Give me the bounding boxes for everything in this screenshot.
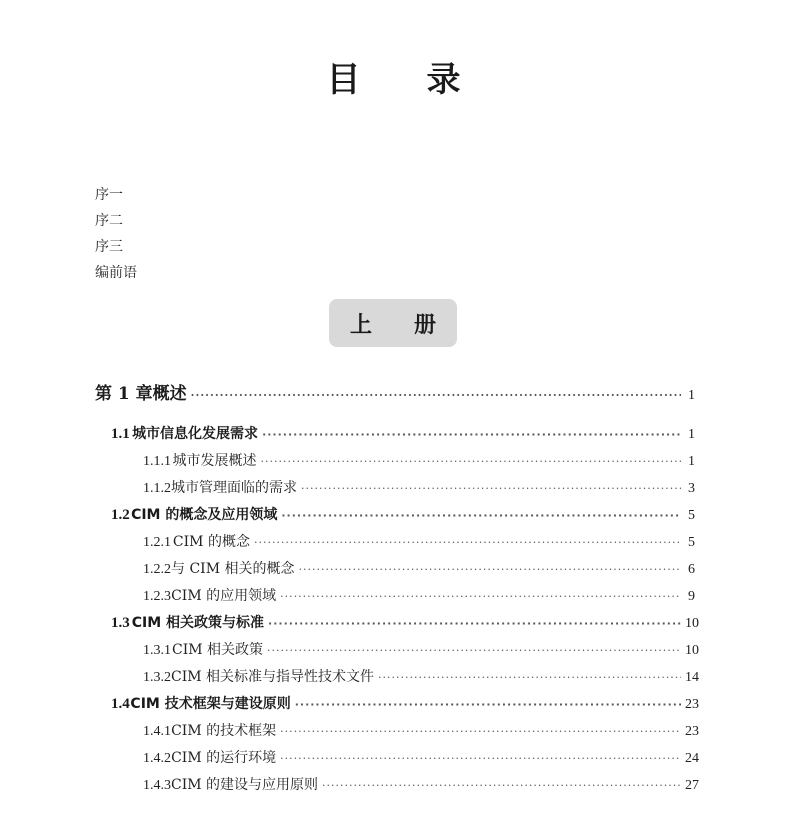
leader-dots — [301, 482, 681, 495]
leader-dots — [268, 617, 681, 630]
leader-dots — [281, 509, 681, 522]
toc-subsection-row[interactable] — [143, 747, 699, 767]
front-matter-item[interactable]: 编前语 — [95, 265, 137, 281]
toc-subsection-row[interactable] — [143, 558, 695, 578]
entry-number: 1.2.3 — [143, 589, 171, 604]
chapter-title: 概述 — [152, 384, 187, 404]
leader-dots — [280, 752, 681, 765]
entry-title: CIM 相关政策与标准 — [131, 615, 265, 631]
entry-number: 1.4.3 — [143, 778, 171, 793]
leader-dots — [262, 428, 681, 441]
chapter-page: 1 — [688, 388, 695, 403]
title-char-1: 目 — [326, 60, 361, 100]
page-title — [0, 52, 787, 101]
entry-number: 1.3.1 — [143, 643, 171, 658]
toc-subsection-row[interactable] — [143, 666, 699, 686]
entry-number: 1.1.1 — [143, 454, 171, 469]
entry-number: 1.4.2 — [143, 751, 171, 766]
entry-title: 城市信息化发展需求 — [132, 426, 259, 442]
entry-title: CIM 的运行环境 — [171, 750, 277, 766]
leader-dots — [295, 698, 681, 711]
entry-page: 9 — [688, 589, 695, 604]
entry-number: 1.2 — [111, 507, 130, 523]
entry-title: CIM 的概念 — [172, 534, 250, 550]
leader-dots — [280, 590, 681, 603]
entry-page: 10 — [685, 616, 699, 631]
toc-subsection-row[interactable] — [143, 774, 699, 794]
entry-title: CIM 的概念及应用领域 — [131, 507, 278, 523]
entry-page: 5 — [688, 508, 695, 523]
entry-title: 与 CIM 相关的概念 — [171, 561, 295, 577]
volume-badge — [329, 299, 457, 347]
entry-page: 23 — [685, 697, 699, 712]
entry-page: 1 — [688, 454, 695, 469]
entry-title: CIM 的技术框架 — [171, 723, 277, 739]
entry-title: 城市发展概述 — [172, 453, 257, 469]
toc-subsection-row[interactable] — [143, 720, 699, 740]
toc-subsection-row[interactable] — [143, 531, 695, 551]
leader-dots — [260, 455, 681, 468]
toc-subsection-row[interactable] — [143, 450, 695, 470]
entry-title: CIM 技术框架与建设原则 — [130, 696, 291, 712]
entry-page: 23 — [685, 724, 699, 739]
leader-dots — [267, 644, 681, 657]
chapter-number: 第 1 章 — [95, 384, 153, 404]
front-matter-item[interactable]: 序三 — [95, 239, 123, 255]
entry-number: 1.4 — [111, 696, 130, 712]
entry-title: CIM 相关标准与指导性技术文件 — [171, 669, 375, 685]
front-matter-item[interactable]: 序二 — [95, 213, 123, 229]
entry-page: 6 — [688, 562, 695, 577]
leader-dots — [254, 536, 681, 549]
entry-title: CIM 相关政策 — [172, 642, 264, 658]
entry-title: CIM 的应用领域 — [171, 588, 277, 604]
entry-number: 1.3 — [111, 615, 130, 631]
toc-subsection-row[interactable] — [143, 477, 695, 497]
toc-section-row[interactable] — [111, 423, 695, 443]
leader-dots — [298, 563, 681, 576]
entry-page: 3 — [688, 481, 695, 496]
leader-dots — [191, 389, 681, 402]
entry-page: 10 — [685, 643, 699, 658]
title-char-2: 录 — [426, 60, 461, 100]
entry-number: 1.1 — [111, 426, 130, 442]
entry-title: CIM 的建设与应用原则 — [171, 777, 319, 793]
entry-title: 城市管理面临的需求 — [171, 480, 297, 496]
front-matter-list — [95, 182, 137, 286]
entry-number: 1.3.2 — [143, 670, 171, 685]
toc-chapter-row[interactable] — [95, 379, 695, 404]
entry-page: 24 — [685, 751, 699, 766]
entry-page: 27 — [685, 778, 699, 793]
toc-subsection-row[interactable] — [143, 585, 695, 605]
toc-section-row[interactable] — [111, 504, 695, 524]
leader-dots — [378, 671, 681, 684]
entry-number: 1.1.2 — [143, 481, 171, 496]
volume-char-2: 册 — [414, 312, 437, 338]
toc-subsection-row[interactable] — [143, 639, 699, 659]
toc-section-row[interactable] — [111, 612, 699, 632]
toc-section-row[interactable] — [111, 693, 699, 713]
leader-dots — [280, 725, 681, 738]
leader-dots — [322, 779, 681, 792]
volume-char-1: 上 — [349, 312, 372, 338]
entry-page: 1 — [688, 427, 695, 442]
entry-number: 1.4.1 — [143, 724, 171, 739]
front-matter-item[interactable]: 序一 — [95, 187, 123, 203]
entry-page: 5 — [688, 535, 695, 550]
entry-number: 1.2.2 — [143, 562, 171, 577]
entry-number: 1.2.1 — [143, 535, 171, 550]
entry-page: 14 — [685, 670, 699, 685]
